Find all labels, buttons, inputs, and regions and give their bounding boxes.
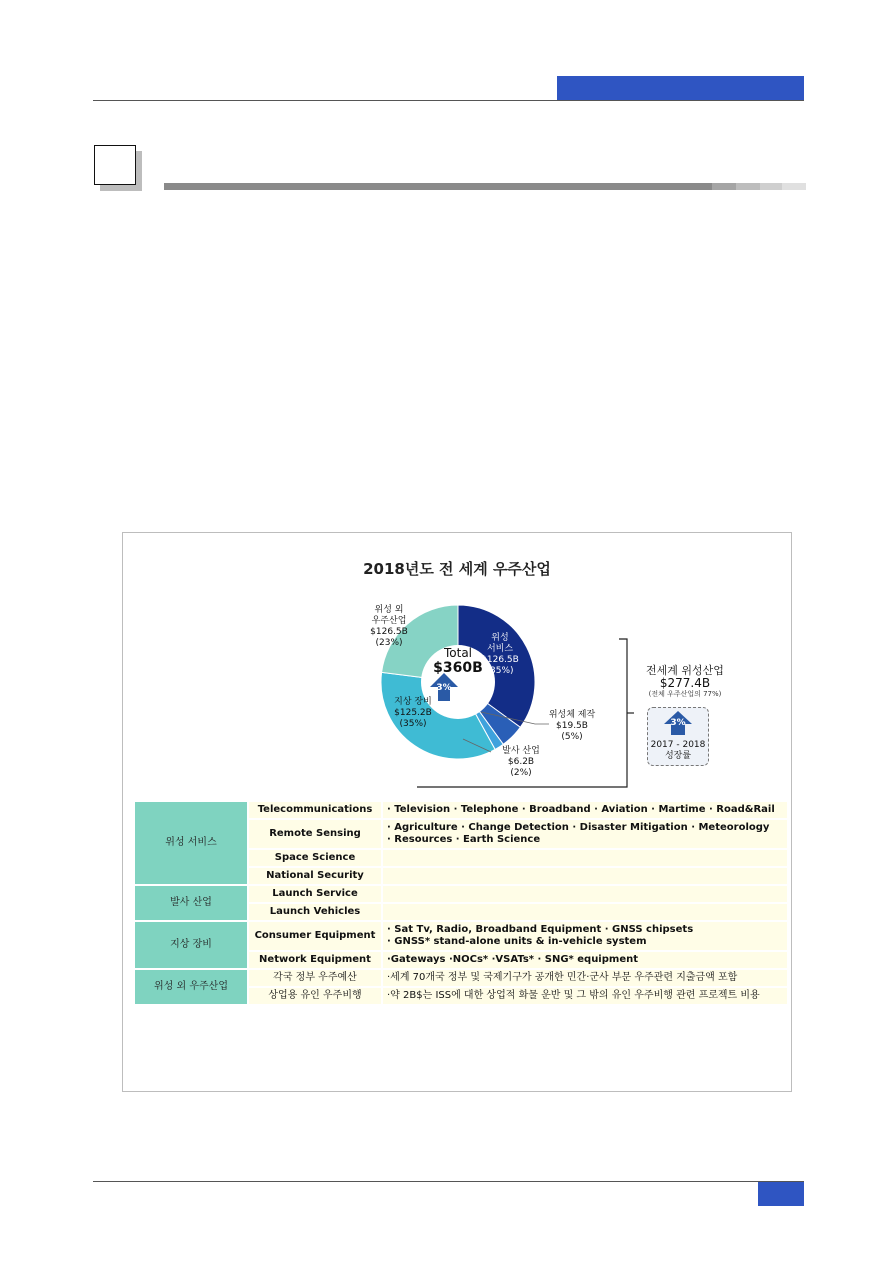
category-cell: 위성 서비스: [135, 802, 247, 884]
detail-cell: · Sat Tv, Radio, Broadband Equipment · GNSS chipsets · GNSS* stand-alone units & in-vehicle system: [383, 922, 787, 950]
detail-cell: · Agriculture · Change Detection · Disaster Mitigation · Meteorology · Resources · Earth Science: [383, 820, 787, 848]
label-satellite-manufacturing: 위성체 제작 $19.5B (5%): [548, 710, 596, 742]
footer-rule: [93, 1181, 804, 1182]
subcategory-cell: Network Equipment: [249, 952, 381, 968]
summary-value: $277.4B: [659, 676, 711, 690]
label-ground-equipment: 지상 장비 $125.2B (35%): [394, 697, 432, 729]
detail-cell: · Television · Telephone · Broadband · Aviation · Martime · Road&Rail: [383, 802, 787, 818]
center-growth-text: 3%: [436, 683, 452, 693]
chart-title: 2018년도 전 세계 우주산업: [363, 560, 551, 578]
section-rule-fade-4: [782, 183, 806, 190]
label-non-satellite: 위성 외 우주산업 $126.5B (23%): [370, 605, 408, 648]
subcategory-cell: Space Science: [249, 850, 381, 866]
header-accent-bar: [557, 76, 804, 100]
detail-cell: ·Gateways ·NOCs* ·VSATs* · SNG* equipment: [383, 952, 787, 968]
category-cell: 발사 산업: [135, 886, 247, 920]
growth-period: 2017 - 2018: [650, 740, 706, 750]
detail-cell: ·약 2B$는 ISS에 대한 상업적 화물 운반 및 그 밖의 유인 우주비행 관련 프로젝트 비용: [383, 988, 787, 1004]
subcategory-cell: National Security: [249, 868, 381, 884]
subcategory-cell: Launch Service: [249, 886, 381, 902]
section-rule-fade-1: [712, 183, 736, 190]
label-launch-industry: 발사 산업 $6.2B (2%): [502, 746, 540, 778]
header-rule: [93, 100, 804, 101]
detail-cell: [383, 850, 787, 866]
growth-rate-value: 3%: [670, 718, 686, 728]
section-title-rule: [164, 183, 712, 190]
subcategory-cell: Remote Sensing: [249, 820, 381, 848]
table-row: [135, 922, 787, 950]
summary-note: (전체 우주산업의 77%): [648, 690, 722, 698]
satellite-bracket: [415, 637, 635, 797]
space-industry-table: [133, 800, 789, 1006]
category-cell: 지상 장비: [135, 922, 247, 968]
growth-rate-box: [647, 707, 709, 766]
detail-cell: ·세계 70개국 정부 및 국제기구가 공개한 민간·군사 부문 우주관련 지출금액 포함: [383, 970, 787, 986]
section-number-box: [94, 145, 136, 185]
subcategory-cell: Launch Vehicles: [249, 904, 381, 920]
table-row: [135, 970, 787, 986]
section-rule-fade-2: [736, 183, 760, 190]
table-row: [135, 802, 787, 818]
subcategory-cell: 각국 정부 우주예산: [249, 970, 381, 986]
subcategory-cell: Consumer Equipment: [249, 922, 381, 950]
section-rule-fade-3: [760, 183, 782, 190]
subcategory-cell: Telecommunications: [249, 802, 381, 818]
figure-frame: [122, 532, 792, 1092]
detail-cell: [383, 904, 787, 920]
detail-cell: [383, 868, 787, 884]
detail-cell: [383, 886, 787, 902]
growth-label: 성장률: [664, 751, 692, 761]
category-cell: 위성 외 우주산업: [135, 970, 247, 1004]
center-total-label: Total: [443, 646, 473, 660]
summary-title: 전세계 위성산업: [646, 664, 724, 677]
page-number-box: [758, 1182, 804, 1206]
satellite-industry-summary: [630, 664, 740, 699]
table-row: [135, 886, 787, 902]
subcategory-cell: 상업용 유인 우주비행: [249, 988, 381, 1004]
label-satellite-services: 위성 서비스 $126.5B (35%): [481, 633, 519, 676]
center-total-value: $360B: [433, 660, 483, 676]
